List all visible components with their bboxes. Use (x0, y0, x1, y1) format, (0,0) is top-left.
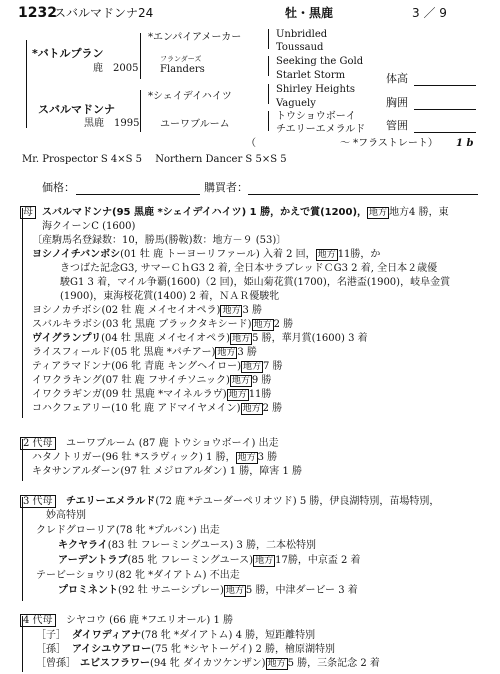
horse-name: スバルマドンナ24 (54, 6, 154, 20)
chest-field[interactable] (414, 109, 476, 110)
g3-8: チエリーエメラルド (276, 124, 366, 135)
sire-name: *バトルプラン (32, 47, 104, 60)
g2-head: ユーワブルーム (87 鹿 トウショウボーイ) 出走 (66, 438, 279, 449)
g3-head-cont: 妙高特別 (46, 510, 86, 521)
g3-line-4: プロミネント(92 牡 サニーシプレー) 地方 5 勝，中津ダービー 3 着 (58, 585, 358, 596)
sire-color-year: 鹿 2005 (93, 63, 139, 74)
g2-tag: 2 代母 (20, 437, 56, 450)
g3-6: Vaguely (276, 98, 316, 109)
g3-line-3: テービーショウリ(82 牝 *ダイアトム) 不出走 (36, 570, 240, 581)
price-label: 価格： (42, 181, 75, 194)
g4-line-1: ［孫］ アイシユウアロー(75 牝 *シヤトーゲイ) 2 勝，檜原湖特別 (36, 644, 336, 655)
sire-dam-ruby: フランダーズ (160, 55, 202, 63)
sire-dam: Flanders (160, 64, 205, 75)
foal-5: ティアラマドンナ(06 牝 青鹿 キングヘイロー) 地方 7 勝 (32, 361, 283, 372)
height-label: 体高 (386, 72, 408, 85)
sire-sire: *エンパイアメーカー (148, 32, 242, 43)
dam-color-year: 黒鹿 1995 (84, 118, 140, 129)
g3-line-2: アーデントラブ(85 牝 フレーミングユース) 地方 17勝，中京盃 2 着 (58, 555, 361, 566)
price-field[interactable] (76, 194, 200, 195)
foal-6: イワクラキング(07 牡 鹿 フサイチソニック) 地方 9 勝 (32, 375, 272, 386)
foal-3: ヴイグランプリ(04 牡 黒鹿 メイセイオペラ) 地方 5 勝，華月賞(1600) 3 着 (32, 333, 368, 344)
foal-4: ライスフィールド(05 牝 黒鹿 *パチアー) 地方 3 勝 (32, 347, 257, 358)
foal-8: コハクフェアリー(10 牝 鹿 アドマイヤメイン) 地方 2 勝 (32, 403, 283, 414)
g3-head: チエリーエメラルド(72 鹿 *テユーダーペリオツド) 5 勝，伊良湖特別，苗場特別， (66, 496, 440, 507)
family-open: （ (246, 138, 256, 149)
dam-name: スバルマドンナ (38, 103, 115, 116)
g4-head: シヤコウ (66 鹿 *フエリオール) 1 勝 (66, 615, 233, 626)
foal-7: イワクラギンガ(09 牡 黒鹿 *マイネルラヴ) 地方 11勝 (32, 389, 272, 400)
g3-line-1: キクヤライ(83 牡 フレーミングユース) 3 勝，二本松特別 (58, 540, 317, 551)
birth-date: 3 ／ 9 (412, 6, 447, 20)
foal-0: ヨシノイチバンボシ(01 牡 鹿 トーヨーリファール) 入着 2 回， 地方 11勝，か (32, 249, 381, 260)
g3-2: Toussaud (276, 42, 324, 53)
sex-color: 牡・黒鹿 (285, 6, 334, 20)
dam-tag: 母 (20, 206, 36, 219)
g4-line-0: ［子］ ダイワディアナ(78 牝 *ダイアトム) 4 勝，短距離特別 (36, 630, 316, 641)
foal-0-cont2: 駿G1 3 着，マイル争覇(1600)（2 回)，姫山菊花賞(1700)，名港盃(1900)，岐阜金賞 (60, 277, 451, 288)
family-note: ～ *フラストレート） (340, 138, 438, 149)
foal-0-cont1: きつばた記念G3, サマーＣｈG3 2 着, 全日本サラブレッドＣG3 2 着, 全日本２歳優 (60, 263, 438, 274)
dam-produce-summary: 〔産駒馬名登録数：10，勝馬(勝鞍)数：地方－９ (53)〕 (32, 235, 287, 246)
g2-line-1: キタサンアルダーン(97 牡 メジロアルダン) 1 勝，障害 1 勝 (32, 466, 303, 477)
foal-1: ヨシノカチボシ(02 牡 鹿 メイセイオペラ) 地方 3 勝 (32, 305, 263, 316)
inbreeding: Mr. Prospector S 4×S 5 Northern Dancer S 5×S 5 (22, 154, 287, 165)
cannon-label: 管囲 (386, 119, 408, 132)
g3-7: トウショウボーイ (276, 111, 356, 122)
chest-label: 胸囲 (386, 96, 408, 109)
g4-tag: 4 代母 (20, 614, 56, 627)
g3-1: Unbridled (276, 29, 328, 40)
g3-5: Shirley Heights (276, 84, 356, 95)
dam-dam: ユーワブルーム (160, 119, 230, 130)
g4-line-2: ［曾孫］ エビスフラワー(94 牝 ダイカツケンザン) 地方 5 勝，三条記念 2 着 (36, 658, 380, 669)
cannon-field[interactable] (414, 132, 476, 133)
g3-line-0: クレドグローリア(78 牝 *プルバン) 出走 (36, 525, 220, 536)
g3-4: Starlet Storm (276, 70, 346, 81)
buyer-label: 購買者： (204, 181, 248, 194)
height-field[interactable] (414, 85, 476, 86)
buyer-field[interactable] (248, 194, 478, 195)
foal-2: スバルキラボシ(03 牝 黒鹿 ブラックタキシード) 地方 2 勝 (32, 319, 294, 330)
dam-sire: *シェイデイハイツ (148, 91, 232, 102)
family-code: 1 b (456, 138, 474, 149)
g2-line-0: ハタノトリガー(96 牡 *スラヴィック) 1 勝， 地方 3 勝 (32, 452, 278, 463)
dam-record: スバルマドンナ(95 黒鹿 *シェイデイハイツ) 1 勝，かえで賞(1200)， 地方 地方4 勝，東 (42, 207, 449, 218)
dam-record-cont: 海クイーンC (1600) (42, 221, 136, 232)
foal-0-cont3: (1900)，東海桜花賞(1400) 2 着，ＮＡＲ優駿牝 (60, 291, 280, 302)
g3-tag: 3 代母 (20, 495, 56, 508)
g3-3: Seeking the Gold (276, 56, 364, 67)
lot-number: 1232 (18, 5, 57, 21)
